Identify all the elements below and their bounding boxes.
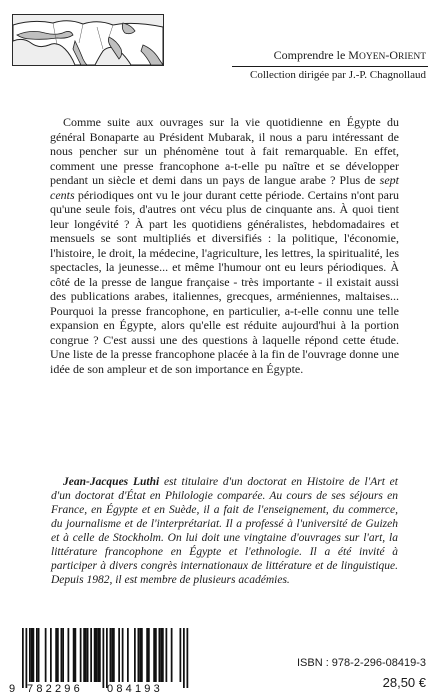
barcode-bar [160,628,162,682]
collection-logo [12,14,164,66]
barcode-bar [97,628,99,682]
series-title-o: O [389,48,399,62]
barcode-bar [45,628,47,682]
barcode-bar [90,628,92,682]
barcode-bar [87,628,89,682]
barcode-bar [153,628,155,682]
barcode-bar [94,628,96,682]
ean13-barcode-icon [8,626,191,696]
barcode-bar [141,628,143,682]
barcode-bar [187,628,189,688]
isbn: ISBN : 978-2-296-08419-3 [296,657,426,669]
barcode-bar [183,628,185,688]
barcode-bar [96,628,98,682]
summary-part-2: périodiques ont vu le jour durant cette période. Certains n'ont paru qu'une seule fois, d'autres ont vécu plus de cinquante ans. À quoi tient leur longévité ? À part les quotidiens généralistes, hebdomadaires et mensuels se sont multipliés et diversifiés : la politique, l'économie, l'histoire, le droit, la médecine, l'agriculture, les lettres, la spiritualité, les spectacles, la jeunesse... et même l'humour ont eu leurs périodiques. À côté de la presse de langue française - très importante - il existait aussi des publications arabes, italiennes, grecques, arméniennes, maltaises... Pourquoi la presse francophone, en particulier, a-t-elle connu une telle expansion en Égypte, alors qu'elle est réduite aujourd'hui à la portion congrue ? C'est aussi une des questions à laquelle répond cette étude. Une liste de la presse francophone placée à la fin de l'ouvrage donne une idée de son ampleur et de son importance en Égypte. [50,187,400,376]
map-middle-east-icon [13,15,163,65]
author-bio [51,475,398,587]
barcode-bar [148,628,150,682]
barcode-bar [38,628,40,682]
barcode-bar [106,628,108,688]
barcode-bar [26,628,28,688]
price: 28,50 € [382,675,426,690]
barcode-bar [110,628,112,682]
barcode-bar [155,628,157,682]
barcode-bar [134,628,136,682]
barcode-bar [103,628,105,688]
barcode-bar [146,628,148,682]
summary-emphasis: sept cents [50,173,399,202]
barcode-bar [22,628,24,688]
author-name: Jean-Jacques Luthi [63,476,160,488]
barcode-bar [73,628,75,682]
barcode-bar [36,628,38,682]
barcode-bar [162,628,164,682]
summary-part-1: Comme suite aux ouvrages sur la vie quotidienne en Égypte du général Bonaparte au Président Mubarak, il nous a paru intéressant de nous pencher sur un phénomène tout à fait remarquable. En effet, comment une presse francophone a-t-elle pu naître et se développer pendant un siècle et demi dans un pays de langue arabe ? Plus de [50,115,399,187]
barcode-bar [180,628,182,682]
barcode-bar [83,628,85,682]
barcode-bar [33,628,35,682]
series-title-oyen: OYEN [358,52,386,62]
series-title-rient: RIENT [398,52,426,62]
barcode-bar [61,628,63,682]
barcode-bar [127,628,129,682]
series-director: Collection dirigée par J.-P. Chagnollaud [250,69,426,81]
barcode-bar [118,628,120,682]
barcode-bar [85,628,87,682]
barcode-bar [57,628,59,682]
barcode-digits-left: 782296 [27,683,83,695]
series-divider [232,66,428,67]
barcode-bar [159,628,161,682]
barcode-bar [55,628,57,682]
book-summary [50,115,399,376]
barcode-bar [139,628,141,682]
barcode-bar [68,628,70,682]
barcode-first-digit: 9 [9,683,16,695]
barcode-bar [111,628,113,682]
barcode-bar [166,628,168,682]
barcode-digits-right: 084193 [107,683,163,695]
barcode-bar [29,628,31,682]
series-title-dash: - [385,48,390,62]
author-bio-text: est titulaire d'un doctorat en Histoire de l'Art et d'un doctorat d'État en Philologie comparée. Au cours de ses séjours en France, en Égypte et en Suède, il a fait de l'enseignement, du commerce, du journalisme et de l'interprétariat. Il a professé à l'université de Guizeh et à celle de Stockholm. On lui doit une vingtaine d'ouvrages sur l'art, la littérature francophone en Égypte et l'ethnologie. Il a été invité à participer à divers congrès internationaux de littérature et de linguistique. Depuis 1982, il est membre de plusieurs académies. [51,476,398,586]
barcode-bar [80,628,82,682]
barcode-bar [122,628,124,682]
series-title-m: M [348,48,359,62]
barcode-bar [75,628,77,682]
series-title [274,48,426,63]
barcode-bar [171,628,173,682]
barcode-bar [113,628,115,682]
barcode-bar [138,628,140,682]
series-title-prefix: Comprendre le [273,48,349,62]
barcode-bar [99,628,101,682]
barcode-bar [31,628,33,682]
barcode-bar [62,628,64,682]
barcode-bar [50,628,52,682]
barcode-bars [22,628,188,688]
